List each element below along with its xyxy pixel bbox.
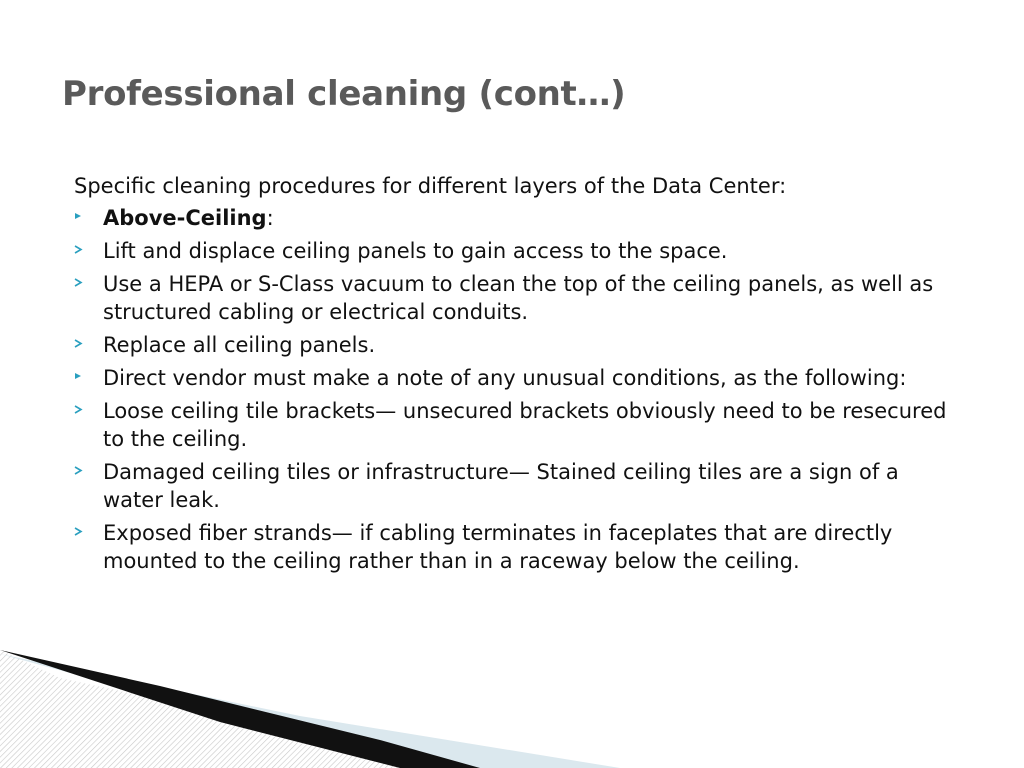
list-item [74,237,964,265]
item-text: Use a HEPA or S-Class vacuum to clean the top of the ceiling panels, as well as structured cabling or electrical conduits. [103,272,934,324]
chevron-right-icon [74,405,82,413]
chevron-right-icon [74,339,82,347]
list-item [74,519,964,575]
slide-content [74,172,964,580]
list-item [74,331,964,359]
chevron-right-icon [74,527,82,535]
list-item [74,397,964,453]
arrow-small-icon [74,372,82,380]
item-heading: Above-Ceiling [103,206,267,230]
item-text: Loose ceiling tile brackets— unsecured brackets obviously need to be resecured to the ceiling. [103,399,947,451]
item-text: Damaged ceiling tiles or infrastructure— Stained ceiling tiles are a sign of a water leak. [103,460,899,512]
item-text: Lift and displace ceiling panels to gain access to the space. [103,239,728,263]
list-item [74,458,964,514]
bullet-list [74,204,964,575]
item-text: Direct vendor must make a note of any unusual conditions, as the following: [103,366,907,390]
intro-text: Specific cleaning procedures for different layers of the Data Center: [74,174,787,198]
decorative-wedge [0,638,1024,768]
arrow-small-icon [74,212,82,220]
item-text: Replace all ceiling panels. [103,333,376,357]
list-item [74,204,964,232]
list-item [74,364,964,392]
item-text: Exposed fiber strands— if cabling terminates in faceplates that are directly mounted to the ceiling rather than in a raceway below the ceiling. [103,521,893,573]
chevron-right-icon [74,245,82,253]
list-item [74,270,964,326]
chevron-right-icon [74,278,82,286]
chevron-right-icon [74,466,82,474]
item-text: : [266,206,274,230]
slide-title: Professional cleaning (cont…) [62,74,626,114]
